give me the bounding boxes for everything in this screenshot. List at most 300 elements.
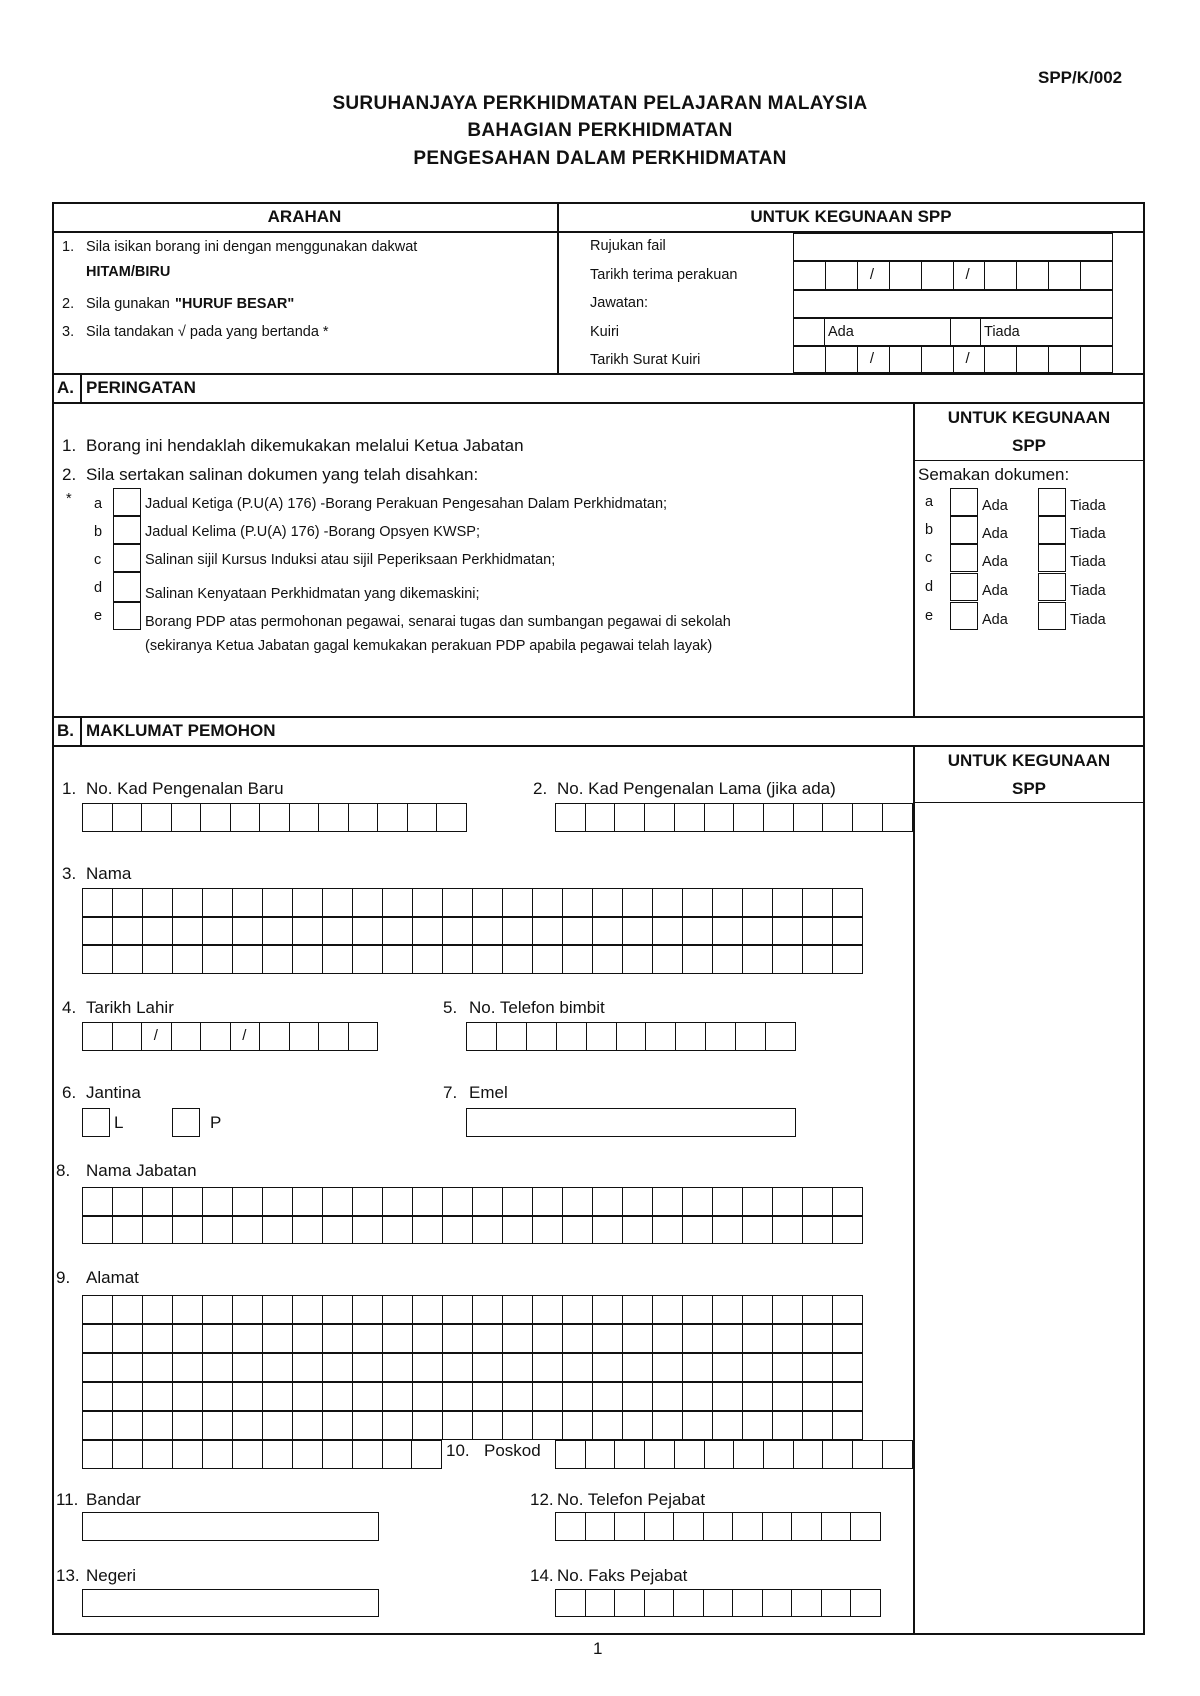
char-cell[interactable] — [83, 946, 113, 973]
char-cell[interactable] — [467, 1023, 497, 1050]
semakan-tiada-checkbox[interactable] — [1038, 602, 1066, 630]
char-cell[interactable] — [323, 1296, 353, 1323]
char-cell[interactable] — [443, 918, 473, 944]
char-cell[interactable] — [173, 1188, 203, 1215]
char-cell[interactable] — [353, 1296, 383, 1323]
char-cell[interactable] — [173, 946, 203, 973]
char-cell[interactable] — [683, 1412, 713, 1439]
char-cell[interactable] — [503, 889, 533, 916]
char-cell[interactable] — [623, 1412, 653, 1439]
char-cell[interactable] — [353, 1354, 383, 1381]
char-cell[interactable] — [674, 1590, 704, 1616]
char-cell[interactable] — [645, 1513, 675, 1540]
char-cell[interactable] — [203, 1325, 233, 1352]
alamat-row-2-grid[interactable] — [82, 1324, 863, 1353]
char-cell[interactable] — [646, 1023, 676, 1050]
char-cell[interactable] — [563, 918, 593, 944]
char-cell[interactable] — [413, 1296, 443, 1323]
emel-input[interactable] — [466, 1108, 796, 1137]
char-cell[interactable] — [323, 1383, 353, 1410]
char-cell[interactable] — [143, 1296, 173, 1323]
char-cell[interactable] — [803, 1412, 833, 1439]
nama-jabatan-row-2-grid[interactable] — [82, 1216, 863, 1244]
char-cell[interactable] — [503, 1188, 533, 1215]
char-cell[interactable] — [653, 1412, 683, 1439]
char-cell[interactable] — [593, 1217, 623, 1243]
char-cell[interactable] — [383, 1412, 413, 1439]
char-cell[interactable] — [203, 946, 233, 973]
char-cell[interactable] — [233, 946, 263, 973]
char-cell[interactable] — [743, 1325, 773, 1352]
char-cell[interactable] — [143, 1188, 173, 1215]
nama-row-2-grid[interactable] — [82, 917, 863, 945]
char-cell[interactable] — [413, 1412, 443, 1439]
char-cell[interactable] — [556, 1513, 586, 1540]
char-cell[interactable] — [203, 1217, 233, 1243]
char-cell[interactable] — [83, 1412, 113, 1439]
char-cell[interactable] — [83, 1296, 113, 1323]
char-cell[interactable] — [794, 1441, 824, 1468]
char-cell[interactable] — [563, 1325, 593, 1352]
semakan-ada-checkbox[interactable] — [950, 516, 978, 544]
jantina-l-checkbox[interactable] — [82, 1108, 110, 1137]
char-cell[interactable] — [173, 1383, 203, 1410]
char-cell[interactable] — [201, 804, 231, 831]
char-cell[interactable] — [773, 1354, 803, 1381]
char-cell[interactable] — [83, 1217, 113, 1243]
char-cell[interactable] — [503, 1383, 533, 1410]
rujukan-fail-field[interactable] — [793, 233, 1113, 261]
char-cell[interactable] — [293, 1412, 323, 1439]
char-cell[interactable] — [203, 889, 233, 916]
char-cell[interactable] — [113, 918, 143, 944]
char-cell[interactable] — [503, 946, 533, 973]
char-cell[interactable] — [173, 1296, 203, 1323]
char-cell[interactable] — [743, 1217, 773, 1243]
semakan-ada-checkbox[interactable] — [950, 544, 978, 572]
char-cell[interactable] — [383, 1383, 413, 1410]
char-cell[interactable] — [683, 1188, 713, 1215]
char-cell[interactable] — [263, 1412, 293, 1439]
doc-e-checkbox[interactable] — [113, 602, 141, 630]
char-cell[interactable] — [736, 1023, 766, 1050]
char-cell[interactable] — [503, 1325, 533, 1352]
char-cell[interactable] — [713, 1354, 743, 1381]
char-cell[interactable] — [713, 1296, 743, 1323]
char-cell[interactable] — [615, 1513, 645, 1540]
char-cell[interactable] — [437, 804, 466, 831]
char-cell[interactable] — [173, 1441, 203, 1468]
char-cell[interactable] — [83, 889, 113, 916]
char-cell[interactable] — [172, 1023, 202, 1050]
char-cell[interactable] — [173, 1412, 203, 1439]
char-cell[interactable] — [233, 1441, 263, 1468]
char-cell[interactable] — [734, 804, 764, 831]
char-cell[interactable] — [203, 1412, 233, 1439]
alamat-row-1-grid[interactable] — [82, 1295, 863, 1324]
char-cell[interactable] — [853, 1441, 883, 1468]
char-cell[interactable] — [233, 1188, 263, 1215]
char-cell[interactable] — [383, 1441, 413, 1468]
char-cell[interactable] — [323, 918, 353, 944]
char-cell[interactable] — [833, 1412, 862, 1439]
char-cell[interactable] — [713, 1188, 743, 1215]
char-cell[interactable] — [683, 918, 713, 944]
poskod-grid[interactable] — [555, 1440, 913, 1469]
char-cell[interactable] — [323, 946, 353, 973]
char-cell[interactable] — [353, 946, 383, 973]
char-cell[interactable] — [653, 1354, 683, 1381]
char-cell[interactable] — [823, 804, 853, 831]
char-cell[interactable] — [143, 1412, 173, 1439]
char-cell[interactable] — [83, 1325, 113, 1352]
char-cell[interactable] — [705, 804, 735, 831]
char-cell[interactable] — [143, 1217, 173, 1243]
char-cell[interactable] — [743, 1188, 773, 1215]
char-cell[interactable] — [773, 1217, 803, 1243]
char-cell[interactable] — [833, 1296, 862, 1323]
char-cell[interactable] — [443, 1325, 473, 1352]
char-cell[interactable] — [533, 1217, 563, 1243]
char-cell[interactable] — [733, 1513, 763, 1540]
char-cell[interactable] — [593, 1325, 623, 1352]
char-cell[interactable] — [794, 804, 824, 831]
char-cell[interactable] — [713, 1325, 743, 1352]
char-cell[interactable] — [413, 1188, 443, 1215]
alamat-row-6-grid[interactable] — [82, 1440, 442, 1469]
char-cell[interactable] — [113, 946, 143, 973]
char-cell[interactable] — [773, 1325, 803, 1352]
semakan-tiada-checkbox[interactable] — [1038, 516, 1066, 544]
char-cell[interactable] — [593, 1383, 623, 1410]
char-cell[interactable] — [563, 1296, 593, 1323]
char-cell[interactable] — [623, 1325, 653, 1352]
char-cell[interactable] — [263, 1188, 293, 1215]
char-cell[interactable] — [173, 918, 203, 944]
char-cell[interactable] — [653, 918, 683, 944]
char-cell[interactable] — [773, 1296, 803, 1323]
char-cell[interactable] — [233, 1296, 263, 1323]
char-cell[interactable] — [645, 1441, 675, 1468]
char-cell[interactable] — [113, 1412, 143, 1439]
char-cell[interactable] — [353, 1325, 383, 1352]
char-cell[interactable] — [293, 1325, 323, 1352]
char-cell[interactable] — [260, 1023, 290, 1050]
char-cell[interactable] — [675, 1441, 705, 1468]
char-cell[interactable] — [743, 889, 773, 916]
char-cell[interactable] — [615, 1590, 645, 1616]
char-cell[interactable] — [653, 1383, 683, 1410]
char-cell[interactable] — [233, 1325, 263, 1352]
char-cell[interactable] — [319, 804, 349, 831]
char-cell[interactable] — [743, 1383, 773, 1410]
char-cell[interactable] — [615, 804, 645, 831]
char-cell[interactable] — [587, 1023, 617, 1050]
char-cell[interactable] — [713, 1217, 743, 1243]
alamat-row-5-grid[interactable] — [82, 1411, 863, 1440]
char-cell[interactable] — [833, 1383, 862, 1410]
doc-c-checkbox[interactable] — [113, 544, 141, 572]
char-cell[interactable] — [83, 1023, 113, 1050]
char-cell[interactable] — [833, 946, 862, 973]
char-cell[interactable] — [563, 1188, 593, 1215]
char-cell[interactable] — [563, 889, 593, 916]
char-cell[interactable] — [83, 1441, 113, 1468]
char-cell[interactable] — [556, 1441, 586, 1468]
char-cell[interactable] — [473, 1217, 503, 1243]
char-cell[interactable] — [792, 1513, 822, 1540]
char-cell[interactable] — [743, 946, 773, 973]
char-cell[interactable] — [586, 1513, 616, 1540]
char-cell[interactable] — [233, 1217, 263, 1243]
char-cell[interactable] — [563, 1412, 593, 1439]
char-cell[interactable] — [533, 1188, 563, 1215]
char-cell[interactable] — [533, 1354, 563, 1381]
char-cell[interactable] — [743, 1354, 773, 1381]
char-cell[interactable] — [563, 1217, 593, 1243]
telefon-bimbit-grid[interactable] — [466, 1022, 796, 1051]
char-cell[interactable] — [233, 1383, 263, 1410]
char-cell[interactable] — [443, 946, 473, 973]
char-cell[interactable] — [383, 1325, 413, 1352]
nama-jabatan-row-1-grid[interactable] — [82, 1187, 863, 1216]
char-cell[interactable] — [833, 1188, 862, 1215]
semakan-tiada-checkbox[interactable] — [1038, 544, 1066, 572]
char-cell[interactable] — [803, 1325, 833, 1352]
char-cell[interactable] — [593, 946, 623, 973]
char-cell[interactable] — [645, 804, 675, 831]
char-cell[interactable] — [683, 1354, 713, 1381]
char-cell[interactable] — [556, 1590, 586, 1616]
char-cell[interactable] — [413, 918, 443, 944]
ic-new-grid[interactable] — [82, 803, 467, 832]
char-cell[interactable] — [713, 889, 743, 916]
char-cell[interactable] — [473, 889, 503, 916]
char-cell[interactable] — [173, 1354, 203, 1381]
char-cell[interactable] — [473, 1188, 503, 1215]
char-cell[interactable] — [833, 889, 862, 916]
char-cell[interactable] — [615, 1441, 645, 1468]
char-cell[interactable] — [833, 1325, 862, 1352]
char-cell[interactable] — [383, 1188, 413, 1215]
char-cell[interactable] — [323, 1354, 353, 1381]
char-cell[interactable] — [203, 1296, 233, 1323]
char-cell[interactable] — [263, 1325, 293, 1352]
char-cell[interactable] — [653, 1188, 683, 1215]
char-cell[interactable] — [473, 1296, 503, 1323]
char-cell[interactable] — [653, 946, 683, 973]
char-cell[interactable] — [473, 1354, 503, 1381]
char-cell[interactable] — [378, 804, 408, 831]
char-cell[interactable] — [503, 1217, 533, 1243]
char-cell[interactable] — [593, 1296, 623, 1323]
char-cell[interactable] — [349, 1023, 378, 1050]
char-cell[interactable] — [563, 1383, 593, 1410]
char-cell[interactable] — [143, 946, 173, 973]
char-cell[interactable] — [623, 1383, 653, 1410]
char-cell[interactable] — [473, 918, 503, 944]
jawatan-field[interactable] — [793, 290, 1113, 318]
char-cell[interactable] — [413, 1383, 443, 1410]
char-cell[interactable] — [263, 946, 293, 973]
char-cell[interactable] — [773, 889, 803, 916]
char-cell[interactable] — [556, 804, 586, 831]
char-cell[interactable] — [113, 1325, 143, 1352]
char-cell[interactable] — [533, 1325, 563, 1352]
char-cell[interactable] — [623, 1217, 653, 1243]
char-cell[interactable] — [173, 1325, 203, 1352]
semakan-ada-checkbox[interactable] — [950, 573, 978, 601]
char-cell[interactable] — [851, 1590, 880, 1616]
char-cell[interactable] — [803, 1354, 833, 1381]
char-cell[interactable] — [353, 1217, 383, 1243]
char-cell[interactable] — [674, 1513, 704, 1540]
char-cell[interactable] — [142, 804, 172, 831]
char-cell[interactable] — [173, 889, 203, 916]
char-cell[interactable] — [113, 1296, 143, 1323]
char-cell[interactable] — [733, 1590, 763, 1616]
char-cell[interactable] — [263, 1383, 293, 1410]
char-cell[interactable] — [773, 1412, 803, 1439]
char-cell[interactable] — [293, 946, 323, 973]
char-cell[interactable] — [113, 1188, 143, 1215]
nama-row-1-grid[interactable] — [82, 888, 863, 917]
char-cell[interactable] — [623, 889, 653, 916]
char-cell[interactable] — [704, 1590, 734, 1616]
char-cell[interactable] — [833, 1354, 862, 1381]
tarikh-surat-kuiri-grid[interactable]: / / — [793, 346, 1113, 373]
char-cell[interactable] — [473, 1412, 503, 1439]
char-cell[interactable] — [383, 946, 413, 973]
char-cell[interactable] — [323, 1412, 353, 1439]
char-cell[interactable] — [290, 1023, 320, 1050]
char-cell[interactable] — [803, 1188, 833, 1215]
char-cell[interactable] — [851, 1513, 880, 1540]
semakan-ada-checkbox[interactable] — [950, 488, 978, 516]
char-cell[interactable] — [743, 1296, 773, 1323]
char-cell[interactable] — [443, 1383, 473, 1410]
char-cell[interactable] — [383, 1296, 413, 1323]
char-cell[interactable] — [773, 946, 803, 973]
char-cell[interactable] — [231, 804, 261, 831]
char-cell[interactable] — [473, 946, 503, 973]
char-cell[interactable] — [143, 1325, 173, 1352]
negeri-input[interactable] — [82, 1589, 379, 1617]
char-cell[interactable] — [201, 1023, 231, 1050]
char-cell[interactable] — [142, 1023, 172, 1050]
char-cell[interactable] — [412, 1441, 441, 1468]
char-cell[interactable] — [443, 1296, 473, 1323]
char-cell[interactable] — [803, 889, 833, 916]
char-cell[interactable] — [260, 804, 290, 831]
char-cell[interactable] — [683, 889, 713, 916]
char-cell[interactable] — [713, 1412, 743, 1439]
char-cell[interactable] — [323, 1325, 353, 1352]
char-cell[interactable] — [623, 1296, 653, 1323]
char-cell[interactable] — [349, 804, 379, 831]
char-cell[interactable] — [231, 1023, 261, 1050]
doc-a-checkbox[interactable] — [113, 488, 141, 516]
char-cell[interactable] — [503, 918, 533, 944]
char-cell[interactable] — [143, 1441, 173, 1468]
char-cell[interactable] — [263, 1296, 293, 1323]
char-cell[interactable] — [563, 946, 593, 973]
char-cell[interactable] — [653, 1325, 683, 1352]
char-cell[interactable] — [203, 1354, 233, 1381]
char-cell[interactable] — [383, 889, 413, 916]
char-cell[interactable] — [323, 1441, 353, 1468]
char-cell[interactable] — [143, 918, 173, 944]
char-cell[interactable] — [503, 1296, 533, 1323]
char-cell[interactable] — [233, 1354, 263, 1381]
char-cell[interactable] — [263, 889, 293, 916]
char-cell[interactable] — [443, 1354, 473, 1381]
char-cell[interactable] — [586, 1441, 616, 1468]
char-cell[interactable] — [586, 804, 616, 831]
char-cell[interactable] — [764, 1441, 794, 1468]
char-cell[interactable] — [263, 1354, 293, 1381]
char-cell[interactable] — [203, 1188, 233, 1215]
char-cell[interactable] — [803, 1217, 833, 1243]
char-cell[interactable] — [623, 1354, 653, 1381]
char-cell[interactable] — [706, 1023, 736, 1050]
char-cell[interactable] — [683, 1217, 713, 1243]
char-cell[interactable] — [617, 1023, 647, 1050]
char-cell[interactable] — [557, 1023, 587, 1050]
char-cell[interactable] — [293, 1188, 323, 1215]
char-cell[interactable] — [113, 1217, 143, 1243]
char-cell[interactable] — [443, 889, 473, 916]
char-cell[interactable] — [743, 918, 773, 944]
char-cell[interactable] — [653, 1217, 683, 1243]
char-cell[interactable] — [593, 1412, 623, 1439]
jantina-p-checkbox[interactable] — [172, 1108, 200, 1137]
char-cell[interactable] — [293, 1383, 323, 1410]
char-cell[interactable] — [413, 1217, 443, 1243]
char-cell[interactable] — [623, 918, 653, 944]
char-cell[interactable] — [653, 889, 683, 916]
char-cell[interactable] — [763, 1513, 793, 1540]
char-cell[interactable] — [533, 918, 563, 944]
char-cell[interactable] — [713, 918, 743, 944]
char-cell[interactable] — [443, 1217, 473, 1243]
char-cell[interactable] — [593, 889, 623, 916]
char-cell[interactable] — [623, 946, 653, 973]
char-cell[interactable] — [503, 1412, 533, 1439]
char-cell[interactable] — [413, 1325, 443, 1352]
char-cell[interactable] — [233, 918, 263, 944]
doc-d-checkbox[interactable] — [113, 572, 141, 602]
char-cell[interactable] — [683, 1383, 713, 1410]
char-cell[interactable] — [83, 918, 113, 944]
char-cell[interactable] — [203, 918, 233, 944]
char-cell[interactable] — [113, 1383, 143, 1410]
char-cell[interactable] — [83, 804, 113, 831]
char-cell[interactable] — [533, 946, 563, 973]
char-cell[interactable] — [743, 1412, 773, 1439]
char-cell[interactable] — [473, 1325, 503, 1352]
char-cell[interactable] — [822, 1513, 852, 1540]
char-cell[interactable] — [323, 1217, 353, 1243]
char-cell[interactable] — [293, 918, 323, 944]
char-cell[interactable] — [113, 1354, 143, 1381]
char-cell[interactable] — [803, 1383, 833, 1410]
tarikh-lahir-grid[interactable] — [82, 1022, 378, 1051]
char-cell[interactable] — [353, 1441, 383, 1468]
char-cell[interactable] — [675, 804, 705, 831]
char-cell[interactable] — [293, 1296, 323, 1323]
char-cell[interactable] — [676, 1023, 706, 1050]
